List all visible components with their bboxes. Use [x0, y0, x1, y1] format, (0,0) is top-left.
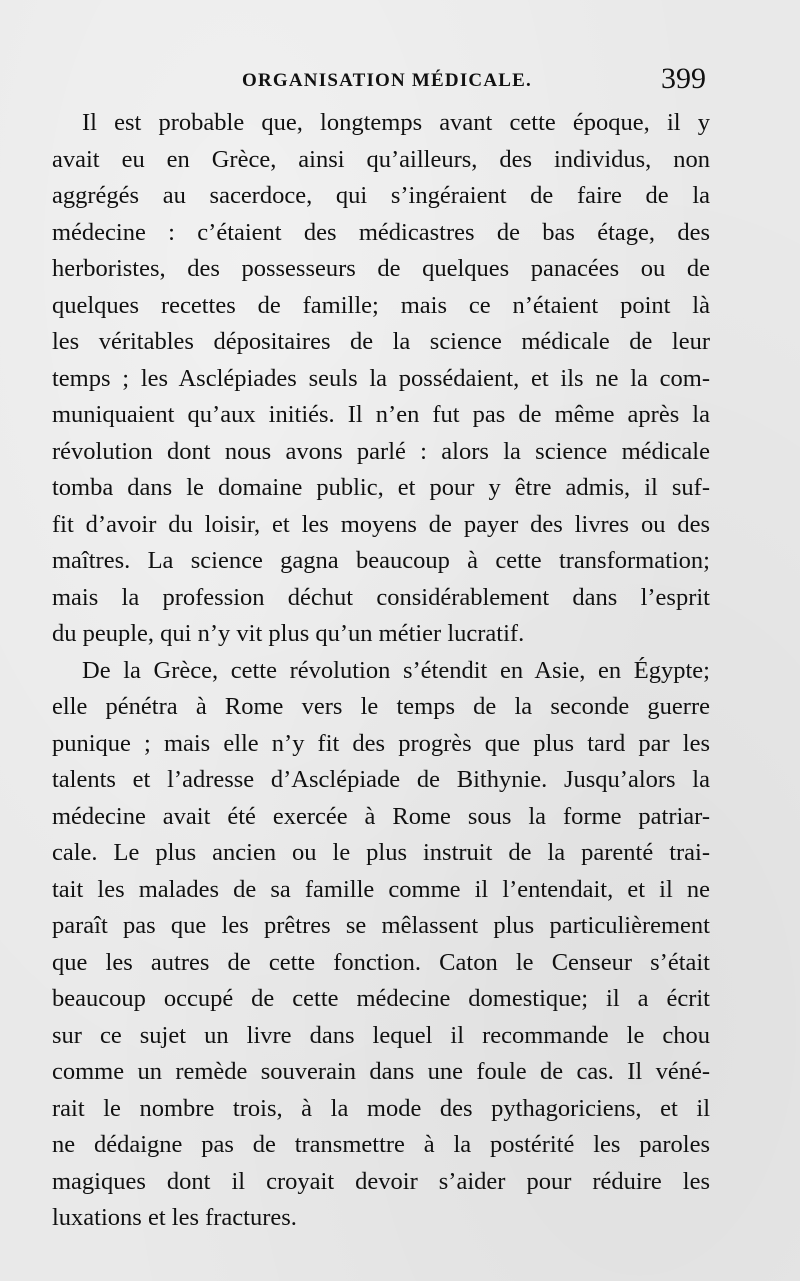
text-line: maîtres. La science gagna beaucoup à cette transformation; — [52, 547, 710, 574]
text-line: talents et l’adresse d’Asclépiade de Bithynie. Jusqu’alors la — [52, 766, 710, 793]
body-text — [52, 105, 710, 1237]
text-line: luxations et les fractures. — [52, 1204, 297, 1231]
text-line: elle pénétra à Rome vers le temps de la seconde guerre — [52, 693, 710, 720]
text-line: muniquaient qu’aux initiés. Il n’en fut pas de même après la — [52, 401, 710, 428]
text-line: temps ; les Asclépiades seuls la possédaient, et ils ne la com- — [52, 364, 710, 392]
text-line: du peuple, qui n’y vit plus qu’un métier lucratif. — [52, 620, 525, 647]
text-line: rait le nombre trois, à la mode des pythagoriciens, et il — [52, 1094, 710, 1122]
text-line: cale. Le plus ancien ou le plus instruit de la parenté trai- — [52, 839, 710, 866]
text-line: tait les malades de sa famille comme il l’entendait, et il ne — [52, 875, 710, 903]
text-line: médecine : c’étaient des médicastres de bas étage, des — [52, 218, 710, 246]
text-line: mais la profession déchut considérablement dans l’esprit — [52, 583, 710, 611]
text-line: tomba dans le domaine public, et pour y être admis, il suf- — [52, 474, 710, 501]
text-line: médecine avait été exercée à Rome sous la forme patriar- — [52, 802, 710, 830]
running-head: ORGANISATION MÉDICALE. — [242, 70, 532, 91]
text-line: Il est probable que, longtemps avant cette époque, il y — [82, 109, 710, 136]
text-line: quelques recettes de famille; mais ce n’étaient point là — [52, 291, 710, 319]
text-line: avait eu en Grèce, ainsi qu’ailleurs, des individus, non — [52, 145, 710, 173]
text-line: aggrégés au sacerdoce, qui s’ingéraient de faire de la — [52, 182, 710, 209]
text-line: herboristes, des possesseurs de quelques panacées ou de — [52, 255, 710, 282]
text-line: révolution dont nous avons parlé : alors la science médicale — [52, 437, 710, 465]
page-header — [52, 62, 712, 102]
text-line: magiques dont il croyait devoir s’aider pour réduire les — [52, 1167, 710, 1195]
text-line: De la Grèce, cette révolution s’étendit en Asie, en Égypte; — [82, 656, 710, 684]
page-number: 399 — [661, 62, 706, 95]
text-line: comme un remède souverain dans une foule de cas. Il véné- — [52, 1058, 710, 1085]
text-line: paraît pas que les prêtres se mêlassent plus particulièrement — [52, 912, 710, 939]
text-line: que les autres de cette fonction. Caton le Censeur s’était — [52, 948, 710, 976]
text-line: sur ce sujet un livre dans lequel il recommande le chou — [52, 1021, 710, 1049]
text-line: punique ; mais elle n’y fit des progrès que plus tard par les — [52, 729, 710, 757]
text-line: fit d’avoir du loisir, et les moyens de payer des livres ou des — [52, 510, 710, 538]
text-line: les véritables dépositaires de la science médicale de leur — [52, 328, 710, 355]
text-line: beaucoup occupé de cette médecine domestique; il a écrit — [52, 985, 710, 1012]
text-line: ne dédaigne pas de transmettre à la postérité les paroles — [52, 1131, 710, 1158]
